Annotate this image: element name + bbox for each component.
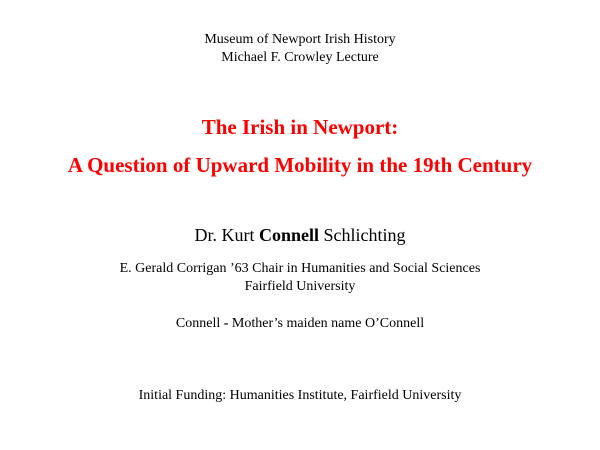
lecture-name: Michael F. Crowley Lecture	[221, 50, 379, 65]
speaker-name-middle: Connell	[258, 225, 319, 245]
funding-note: Initial Funding: Humanities Institute, Fairfield University	[138, 388, 462, 403]
speaker-name-suffix: Schlichting	[319, 225, 406, 245]
note-text: Mother’s maiden name O’Connell	[228, 316, 425, 331]
title-line-2: A Question of Upward Mobility in the 19th Century	[67, 153, 533, 177]
university-name: Fairfield University	[244, 279, 356, 294]
title-line-1: The Irish in Newport:	[201, 115, 399, 139]
speaker-name	[0, 226, 600, 244]
speaker-name-prefix: Dr. Kurt	[194, 225, 259, 245]
note-name: Connell	[175, 316, 224, 331]
chair-title: E. Gerald Corrigan ’63 Chair in Humanities and Social Sciences	[119, 261, 481, 276]
note-dash: -	[223, 316, 229, 331]
museum-name: Museum of Newport Irish History	[204, 32, 396, 47]
maiden-name-note	[0, 317, 600, 331]
